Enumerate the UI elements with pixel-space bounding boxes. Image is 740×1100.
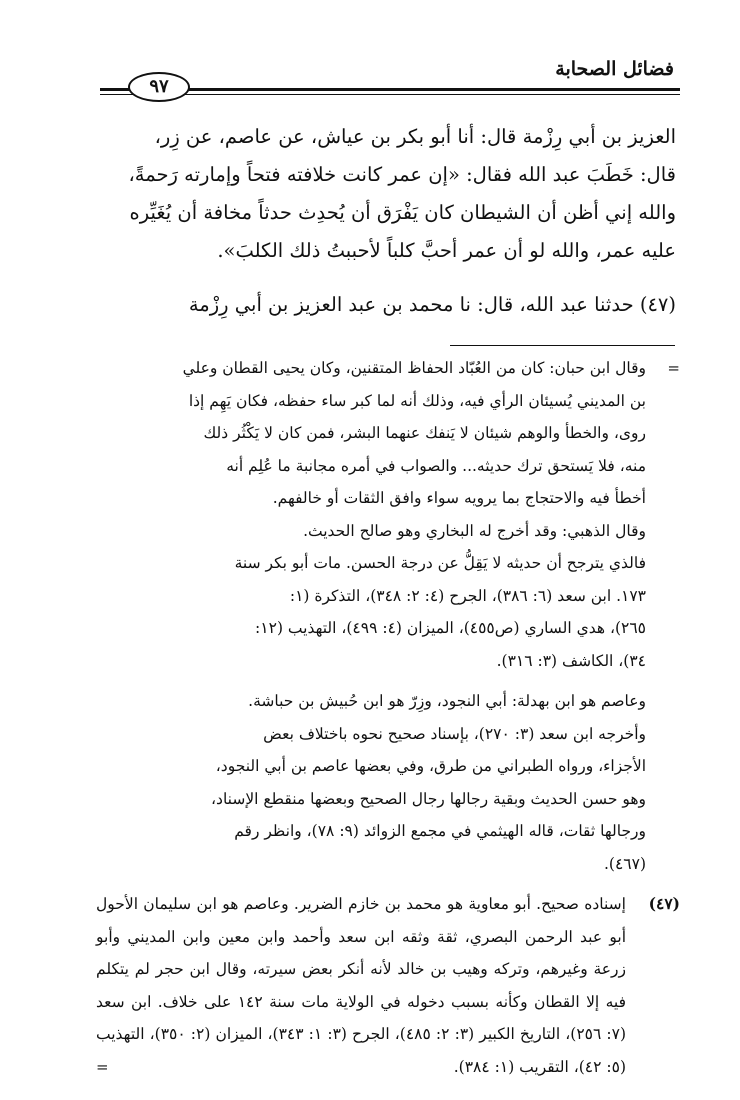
footnote-line: خالد لأنه أنكر بعض سيرته، وقال ابن حجر لم يتكلم فيه إلا القطان وكأنه bbox=[96, 960, 626, 1011]
page-number: ٩٧ bbox=[128, 72, 190, 102]
footnote-line: روى، والخطأ والوهم شيئان لا يَنفك عنهما البشر، فمن كان لا يَكْثُر ذلك bbox=[203, 424, 646, 442]
footnote-line: وقال الذهبي: وقد أخرج له البخاري وهو صالح الحديث. bbox=[303, 521, 646, 540]
footnote-line: سعد وأحمد وابن معين وابن المديني وأبو زرعة وغيرهم، وتركه وهيب بن bbox=[96, 927, 626, 978]
footnote-line: ورجالها ثقات، قاله الهيثمي في مجمع الزوائد (٩: ٧٨)، وانظر رقم bbox=[234, 822, 646, 840]
footnote-number: (٤٧) bbox=[648, 894, 680, 913]
footnote-line: ابن سعد (٧: ٢٥٦)، التاريخ الكبير (٣: ٢: ٤٨٥)، الجرح (٣: ١: bbox=[96, 992, 627, 1043]
footnote-line: وقال ابن حبان: كان من العُبّاد الحفاظ المتقنين، وكان يحيى القطان وعلي bbox=[182, 359, 646, 377]
footnote-continuation bbox=[96, 352, 680, 880]
footnote-line: وأخرجه ابن سعد (٣: ٢٧٠)، بإسناد صحيح نحوه باختلاف بعض bbox=[263, 724, 646, 743]
footnote-line: الأجزاء، ورواه الطبراني من طرق، وفي بعضها عاصم بن أبي النجود، bbox=[215, 757, 646, 775]
footnote-line: بسبب دخوله في الولاية مات سنة ١٤٢ على خلاف. bbox=[157, 992, 489, 1011]
footnote-line: منه، فلا يَستحق ترك حديثه... والصواب في أمره مجانبة ما عُلِم أنه bbox=[226, 456, 646, 475]
main-line: عليه عمر، والله لو أن عمر أحبَّ كلباً لأحببتُ ذلك الكلبَ». bbox=[217, 239, 676, 262]
main-line: قال: خَطَبَ عبد الله فقال: «إن عمر كانت خلافته فتحاً وإمارته رَحمةً، bbox=[128, 163, 676, 186]
footnote-line: فالذي يترجح أن حديثه لا يَقِلُّ عن درجة الحسن. مات أبو بكر سنة bbox=[234, 554, 646, 572]
continuation-marker: = bbox=[667, 359, 680, 377]
end-marker: = bbox=[96, 1057, 109, 1076]
footnotes bbox=[96, 352, 680, 1083]
footnote-line: ٢٦٥)، هدي الساري (ص٤٥٥)، الميزان (٤: ٤٩٩)، التهذيب (١٢: bbox=[255, 619, 646, 637]
footnote-line: ٣٤)، الكاشف (٣: ٣١٦). bbox=[496, 651, 646, 670]
page-header bbox=[100, 58, 680, 98]
footnote-line: ١٧٣. ابن سعد (٦: ٣٨٦)، الجرح (٤: ٢: ٣٤٨)، التذكرة (١: bbox=[289, 586, 646, 605]
footnote-line: وعاصم هو ابن بهدلة: أبي النجود، وزِرّ هو ابن حُبيش بن حباشة. bbox=[248, 692, 646, 710]
footnote-line: ٣٤٣)، الميزان (٢: ٣٥٠)، التهذيب (٥: ٤٢)، التقريب (١: ٣٨٤). bbox=[96, 1025, 626, 1076]
footnote-47 bbox=[96, 888, 680, 1083]
main-line: العزيز بن أبي رِزْمة قال: أنا أبو بكر بن عياش، عن عاصم، عن زِر، bbox=[154, 125, 676, 148]
footnote-line: (٤٦٧). bbox=[603, 854, 646, 873]
footnote-separator bbox=[450, 345, 675, 346]
header-rule-thin bbox=[100, 94, 680, 95]
next-entry-line: (٤٧) حدثنا عبد الله، قال: نا محمد بن عبد العزيز بن أبي رِزْمة bbox=[188, 293, 676, 316]
main-text bbox=[104, 118, 676, 324]
book-title: فضائل الصحابة bbox=[555, 58, 674, 80]
main-line: والله إني أظن أن الشيطان كان يَفْرَق أن يُحدِث حدثاً مخافة أن يُغَيِّره bbox=[129, 201, 676, 224]
footnote-line: وهو حسن الحديث وبقية رجالها رجال الصحيح وبعضها منقطع الإسناد، bbox=[211, 789, 646, 808]
footnote-line: بن المديني يُسيئان الرأي فيه، وذلك أنه لما كبر ساء حفظه، فكان يَهِم إذا bbox=[188, 391, 646, 410]
footnote-line: أخطأ فيه والاحتجاج بما يرويه سواء وافق الثقات أو خالفهم. bbox=[272, 489, 646, 507]
footnote-line: وعاصم هو ابن سليمان الأحول أبو عبد الرحمن البصري، ثقة وثقه ابن bbox=[96, 895, 626, 946]
footnote-line: إسناده صحيح. أبو معاوية هو محمد بن خازم الضرير. bbox=[293, 895, 626, 913]
